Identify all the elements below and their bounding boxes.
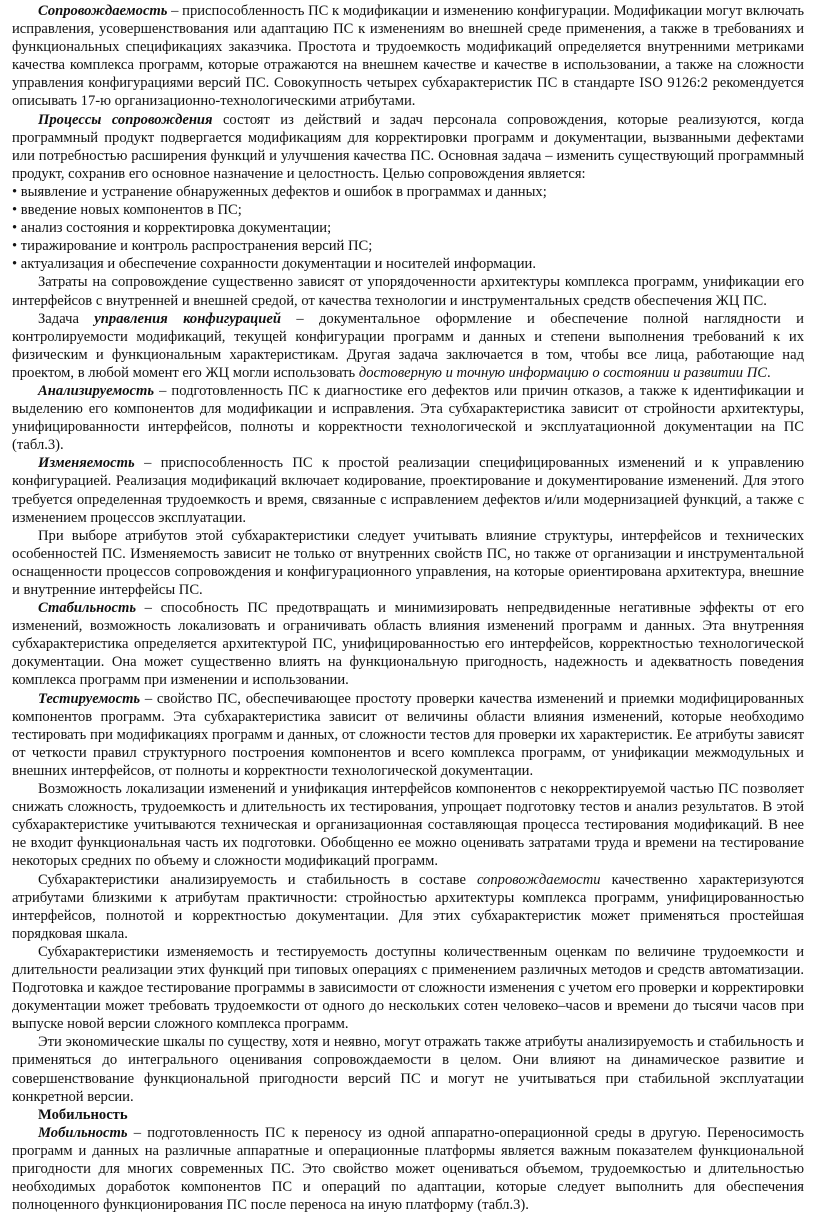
paragraph-maintenance-processes xyxy=(12,111,804,183)
paragraph-economic-scales: Эти экономические шкалы по существу, хотя и неявно, могут отражать также атрибуты анализируемость и стабильность и применяться до интегрального оценивания сопровождаемости в целом. Они влияют на динамическое развитие и совершенствование функциональной пригодности версий ПС и могут не учитываться при стабильной эксплуатации конкретной версии. xyxy=(12,1034,804,1105)
paragraph-text: – документальное оформление и обеспечение полной наглядности и контролируемости модификаций, текущей конфигурации программ и данных и степени выполнения требований к их физическим и функциональным характеристикам. Другая задача заключается в том, чтобы все лица, работающие над проектом, в любой момент его ЖЦ могли использовать xyxy=(12,310,804,381)
term-maintainability: Сопровождаемость xyxy=(38,3,168,19)
list-item: • анализ состояния и корректировка документации; xyxy=(12,219,804,237)
paragraph-testability xyxy=(12,690,804,780)
paragraph-stability xyxy=(12,599,804,689)
paragraph-portability xyxy=(12,1124,804,1214)
paragraph-text: – приспособленность ПС к простой реализации специфицированных изменений и к управлению конфигурацией. Реализация модификаций включает кодирование, проектирование и документирование изменений. Для этого требуется определенная трудоемкость и время, связанные с исправлением дефектов и/или модернизацией функций, а также с изменением процессов эксплуатации. xyxy=(12,455,804,526)
list-item: • тиражирование и контроль распространения версий ПС; xyxy=(12,237,804,255)
paragraph-configuration-management xyxy=(12,310,804,382)
paragraph-text: состоят из действий и задач персонала сопровождения, которые реализуются, когда программный продукт подвергается модификациям для корректировки программ и документации, вызванными дефектами или потребностью расширения функций и улучшения качества ПС. Основная задача – изменить существующий программный продукт, сохранив его основное назначение и целостность. Целью сопровождения является: xyxy=(12,111,804,182)
paragraph-text: – подготовленность ПС к переносу из одной аппаратно-операционной среды в другую. Переносимость программ и данных на различные аппаратные и операционные платформы является важным показателем функциональной пригодности для многих современных ПС. Это свойство может оцениваться объемом, трудоемкостью и длительностью необходимых доработок компонентов ПС и операций по адаптации, которые следует выполнить для обеспечения полноценного функционирования ПС после переноса на иную платформу (табл.3). xyxy=(12,1124,804,1214)
paragraph-text: – подготовленность ПС к диагностике его дефектов или причин отказов, а также к идентификации и выделению его компонентов для модификации и исправления. Эта субхарактеристика зависит от стройности архитектуры, унифицированности интерфейсов, полноты и корректности технологической и эксплуатационной документации на ПС (табл.3). xyxy=(12,382,804,454)
term-changeability: Изменяемость xyxy=(38,455,135,472)
paragraph-text: Субхарактеристики анализируемость и стабильность в составе xyxy=(38,871,477,888)
term-configuration-management: управления конфигурацией xyxy=(94,310,281,327)
italic-phrase: достоверную и точную информацию о состоянии и развитии ПС xyxy=(358,364,767,381)
paragraph-maintenance-costs: Затраты на сопровождение существенно зависят от упорядоченности архитектуры комплекса программ, унификации его интерфейсов с внутренней и внешней средой, от качества технологии и инструментальных средств обеспечения ЖЦ ПС. xyxy=(12,274,804,309)
list-item: • введение новых компонентов в ПС; xyxy=(12,201,804,219)
paragraph-text: качественно характеризуются атрибутами близкими к атрибутам практичности: стройностью архитектуры комплекса программ, унифицированностью интерфейсов, полнотой и корректностью документации. Для этих субхарактеристик может применяться простейшая порядковая шкала. xyxy=(12,871,804,942)
paragraph-text: – приспособленность ПС к модификации и изменению конфигурации. Модификации могут включать исправления, усовершенствования или адаптацию ПС к изменениям во внешней среде применения, а также в требованиях и функциональных спецификациях заказчика. Простота и трудоемкость модификаций определяется внутренними метриками качества комплекса программ, которые отражаются на внешнем качестве и качестве в использовании, а также на сложности управления конфигурациями версий ПС. Совокупность четырех субхарактеристик ПС в стандарте ISO 9126:2 рекомендуется описывать 17-ю организационно-технологическими атрибутами. xyxy=(12,3,804,110)
term-analyzability: Анализируемость xyxy=(38,382,155,399)
paragraph-text: – способность ПС предотвращать и минимизировать непредвиденные негативные эффекты от его изменений, возможность локализовать и ограничивать область влияния изменений программ и данных. Эта внутренняя субхарактеристика определяется архитектурой ПС, унифицированностью его интерфейсов, корректностью технологической документации. Она может существенно влиять на функциональную пригодность, надежность и адекватность поведения комплекса программ при изменении и использовании. xyxy=(12,600,804,689)
paragraph-text: – свойство ПС, обеспечивающее простоту проверки качества изменений и приемки модифицированных компонентов программ. Эта субхарактеристика зависит от величины области влияния изменений, которые необходимо тестировать при модификациях программ и данных, от сложности тестов для проверки их характеристик. Ее атрибуты зависят от четкости правил структурного построения компонентов и всего комплекса программ, от унификации межмодульных и внешних интерфейсов, от полноты и корректности технологической документации. xyxy=(12,690,804,779)
term-stability: Стабильность xyxy=(38,600,137,617)
section-heading: Мобильность xyxy=(38,1106,128,1123)
paragraph-maintainability xyxy=(12,2,804,111)
paragraph-text: . xyxy=(766,364,771,381)
paragraph-changeability xyxy=(12,454,804,526)
maintenance-goals-list xyxy=(12,183,804,273)
list-item: • выявление и устранение обнаруженных дефектов и ошибок в программах и данных; xyxy=(12,183,804,201)
paragraph-subcharacteristics-quality xyxy=(12,871,804,943)
term-portability: Мобильность xyxy=(38,1124,128,1141)
paragraph-subcharacteristics-quantitative: Субхарактеристики изменяемость и тестируемость доступны количественным оценкам по величине трудоемкости и длительности реализации этих функций при типовых операциях с применением различных методов и средств автоматизации. Подготовка и каждое тестирование программы в зависимости от сложности изменения с учетом его проверки и корректировки документации может требовать трудоемкости от одного до нескольких сотен человеко–часов и времени до тысячи часов при выпуске новой версии сложного комплекса программ. xyxy=(12,943,804,1033)
paragraph-analyzability xyxy=(12,382,804,454)
term-maintenance-processes: Процессы сопровождения xyxy=(38,111,213,128)
paragraph-change-localization: Возможность локализации изменений и унификация интерфейсов компонентов с некорректируемой частью ПС позволяет снижать сложность, трудоемкость и длительность их тестирования, упрощает подготовку тестов и анализ результатов. В этой субхарактеристике учитываются техническая и организационная составляющая процесса тестирования модификаций. В нее не входит функциональная часть их подготовки. Обобщенно ее можно оценивать затратами труда и времени на тестирование некоторых средних по объему и сложности модификаций программ. xyxy=(12,781,804,870)
paragraph-attribute-selection: При выборе атрибутов этой субхарактеристики следует учитывать влияние структуры, интерфейсов и технических особенностей ПС. Изменяемость зависит не только от внутренних свойств ПС, но также от организации и инструментальной оснащенности процессов сопровождения и конфигурационного управления, на которые ориентирована архитектура, внешние и внутренние интерфейсы ПС. xyxy=(12,527,804,598)
term-testability: Тестируемость xyxy=(38,690,141,707)
list-item: • актуализация и обеспечение сохранности документации и носителей информации. xyxy=(12,255,804,273)
italic-term: сопровождаемости xyxy=(476,871,601,888)
paragraph-text: Задача xyxy=(38,310,95,327)
